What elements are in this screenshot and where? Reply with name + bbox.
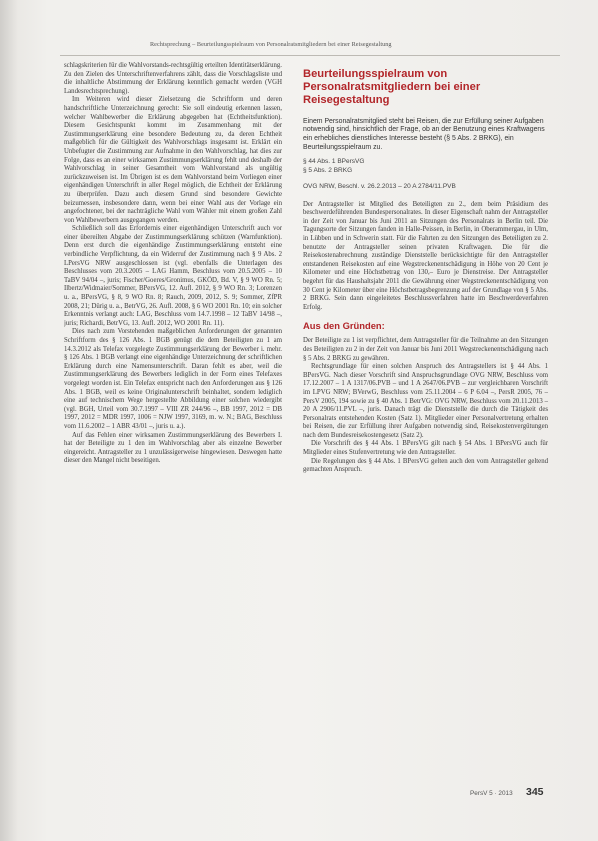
reasons-paragraph: Die Vorschrift des § 44 Abs. 1 BPersVG gilt nach § 54 Abs. 1 BPersVG auch für Mitglieder eines Stufenvertretung wie den Antragsteller. (303, 440, 548, 457)
norm-references (303, 158, 548, 175)
court-citation: OVG NRW, Beschl. v. 26.2.2013 – 20 A 2784/11.PVB (303, 183, 456, 191)
section-heading: Aus den Gründen: (303, 320, 385, 332)
body-paragraph: Dies nach zum Vorstehenden maßgeblichen Anforderungen der genannten Schriftform des § 126 Abs. 1 BGB genügt die dem Beteiligten zu 1 am 14.3.2012 als Telefax vorgelegte Zustimmungserklärung der Bewerber i. mehr. § 126 Abs. 1 BGB verlangt eine eigenhändige Unterzeichnung der schriftlichen Erklärung durch eine Namensunterschrift. Daran fehlt es aber, weil die Zustimmungserklärung des Bewerbers lediglich in der Form eines Telefaxes vorgelegt worden ist. Ein Telefax entspricht nach den Anforderungen aus § 126 Abs. 1 BGB, weil es keine Originalunterschrift beinhaltet, sondern lediglich eine auf technischem Wege hergestellte Abbildung einer solchen wiedergibt (vgl. BGH, Urteil vom 30.7.1997 – VIII ZR 244/96 –, BB 1997, 2012 = DB 1997, 2012 = MDR 1997, 1006 = NJW 1997, 3169, m. w. N.; BAG, Beschluss vom 11.6.2002 – 1 ABR 43/01 –, juris u. a.). (64, 328, 282, 430)
body-paragraph: Auf das Fehlen einer wirksamen Zustimmungserklärung des Bewerbers I. hat der Beteiligte zu 1 den im Wahlvorschlag aber als einzelne Bewerber eingereicht. Antragsteller zu 1 unzulässigerweise hingewiesen. Deswegen hatte dieser den Mangel nicht beseitigen. (64, 431, 282, 465)
header-divider (60, 55, 560, 56)
journal-footer: PersV 5 · 2013 (470, 790, 513, 797)
body-paragraph: schlagskriterien für die Wahlvorstands-rechtsgültig erteilten Identitätserklärung. Zu den Zielen des Unterschriftenverfahrens zählt, dass die Vorschlagsliste und die inhaltliche Abstimmung der Erklärung kenntlich gemacht werden (VGH Landesrechtsprechung). (64, 62, 282, 95)
page-binding-shadow (0, 0, 18, 841)
right-text-column (303, 62, 548, 772)
reasons-paragraph: Die Regelungen des § 44 Abs. 1 BPersVG gelten auch den vom Antragsteller geltend gemachten Anspruch. (303, 457, 548, 474)
norm-reference: § 5 Abs. 2 BRKG (303, 166, 353, 174)
body-paragraph: Schließlich soll das Erfordernis einer eigenhändigen Unterschrift auch vor einer übereilten Abgabe der Zustimmungserklärung schützen (Warnfunktion). Denn erst durch die eigenhändige Zustimmungserklärung entsteht eine verbindliche Verpflichtung, da ein Widerruf der Zustimmung nach § 9 Abs. 2 LPersVG NRW ausgeschlossen ist (vgl. ebenfalls die Unterlagen des Beschlusses vom 20.3.2005 – LAG Hamm, Beschluss vom 20.5.2005 – 10 TaBV 94/04 –, juris; Fischer/Goeres/Gronimus, GKÖD, Bd. V, § 9 WO Rn. 5; Ilbertz/Widmaier/Sommer, BPersVG, 12. Aufl. 2012, § 9 WO Rn. 3; Lorenzen u. a., BPersVG, § 8, 9 WO Rn. 8; Rauch, 2009, 2012, S. 9; Sommer, ZfPR 2008, 21; Dürig u. a., BetrVG, 26. Aufl. 2008, § 6 WO 2001 Rn. 10; ein solcher Erkenntnis verlangt auch: LAG, Beschluss vom 14.7.1998 – 12 TaBV 14/98 –, juris; Richardi, BetrVG, 13. Aufl. 2012, WO 2001 Rn. 11). (64, 225, 282, 327)
article-lead: Einem Personalratsmitglied steht bei Reisen, die zur Erfüllung seiner Aufgaben notwendig sind, hinsichtlich der Frage, ob an der Benutzung eines Kraftwagens ein erhebliches dienstliches Interesse besteht (§ 5 Abs. 2 BRKG), ein Beurteilungsspielraum zu. (303, 117, 545, 151)
running-header: Rechtsprechung – Beurteilungsspielraum von Personalratsmitgliedern bei einer Reisegestaltung (150, 41, 392, 48)
left-text-column (64, 62, 282, 812)
norm-reference: § 44 Abs. 1 BPersVG (303, 158, 365, 166)
article-title: Beurteilungsspielraum von Personalratsmitgliedern bei einer Reisegestaltung (303, 68, 481, 107)
reasons-paragraph: Rechtsgrundlage für einen solchen Anspruch des Antragstellers ist § 44 Abs. 1 BPersVG. Nach dieser Vorschrift sind Anspruchsgrundlage OVG NRW, Beschluss vom 17.12.2007 – 1 A 1317/06.PVB – und 1 A 2647/06.PVB – zur vergleichbaren Vorschrift im LPVG NRW; BVerwG, Beschluss vom 25.11.2004 – 6 P 6.04 –, PersR 2005, 76 – PersV 2005, 194 sowie zu § 40 Abs. 1 BetrVG: OVG NRW, Beschluss vom 20.11.2013 – 20 A 2906/11.PVL –, juris. Danach trägt die Dienststelle die durch die Tätigkeit des Personalrats entstehenden Kosten (Satz 1). Mitglieder einer Personalvertretung erhalten bei Reisen, die zur Erfüllung ihrer Aufgaben notwendig sind, Reisekostenvergütungen nach dem Bundesreisekostengesetz (Satz 2). (303, 363, 548, 439)
facts-paragraph: Der Antragsteller ist Mitglied des Beteiligten zu 2., dem beim Präsidium des beschwerdeführenden Bundespersonalrates. In dieser Eigenschaft nahm der Antragsteller in der Zeit von Januar bis Juni 2011 an Sitzungen des Personalrats in Berlin teil. Die Tagungsorte der Sitzungen fanden in Halle-Peissen, in Berlin, in Oberammergau, in Ulm, in Lübben und in Schwerin statt. Für die Fahrten zu den Sitzungen des Beteiligten zu 2. benutzte der Antragsteller seinen privaten Kraftwagen. Die für die Reisekostenabrechnung zuständige Dienststelle berücksichtigte für den Antragsteller entstandenen Reisekosten auf eine Wegstreckenentschädigung in Höhe von 20 Cent je Kilometer und eine Höchstbetrag von 130,– Euro je Dienstreise. Der Antragsteller begehrt für das Haushaltsjahr 2011 die Gewährung einer Wegstreckenentschädigung von 30 Cent je Kilometer über eine Höchstbetragsbegrenzung auf der Grundlage von § 5 Abs. 2 BRKG. Sein dann eingeleitetes Beschlussverfahren hatte im Beschwerdeverfahren Erfolg. (303, 200, 548, 311)
page-number: 345 (526, 786, 544, 798)
body-paragraph: Im Weiteren wird dieser Zielsetzung die Schriftform und deren handschriftliche Unterzeichnung gerecht: Sie soll eindeutig erkennen lassen, welcher Wahlbewerber die Erklärung abgegeben hat (Echtheitsfunktion). Diesem Gesichtspunkt kommt im Zusammenhang mit der Zustimmungserklärung eine besondere Bedeutung zu, da deren Echtheit maßgeblich für die Gültigkeit des Wahlvorschlags insgesamt ist. Erklärt ein Unbefugter die Zustimmung zur Aufnahme in den Wahlvorschlag, hat dies zur Folge, dass es an einer wirksamen Zustimmungserklärung fehlt und deshalb der Wahlvorschlag in seiner Gesamtheit vom Wahlvorstand als ungültig zurückzuweisen ist. Im Übrigen ist es dem Wahlvorstand beim Vorliegen einer eigenhändigen Unterschrift in aller Regel möglich, die Echtheit der Erklärung zu überprüfen. Dazu auch diesem Grund sind besondere Gewichte beizumessen, insbesondere dann, wenn bei einer Wahl aus der Vorlage ein angefochtener, bei der nachträgliche Wahl vom Wähler mit einem großen Zahl von Wahlbewerbern ausgegangen werden. (64, 96, 282, 224)
reasons-paragraph: Der Beteiligte zu 1 ist verpflichtet, dem Antragsteller für die Teilnahme an den Sitzungen des Beteiligten zu 2 in der Zeit von Januar bis Juni 2011 Wegstreckenentschädigung nach § 5 Abs. 2 BRKG zu gewähren. (303, 337, 548, 362)
